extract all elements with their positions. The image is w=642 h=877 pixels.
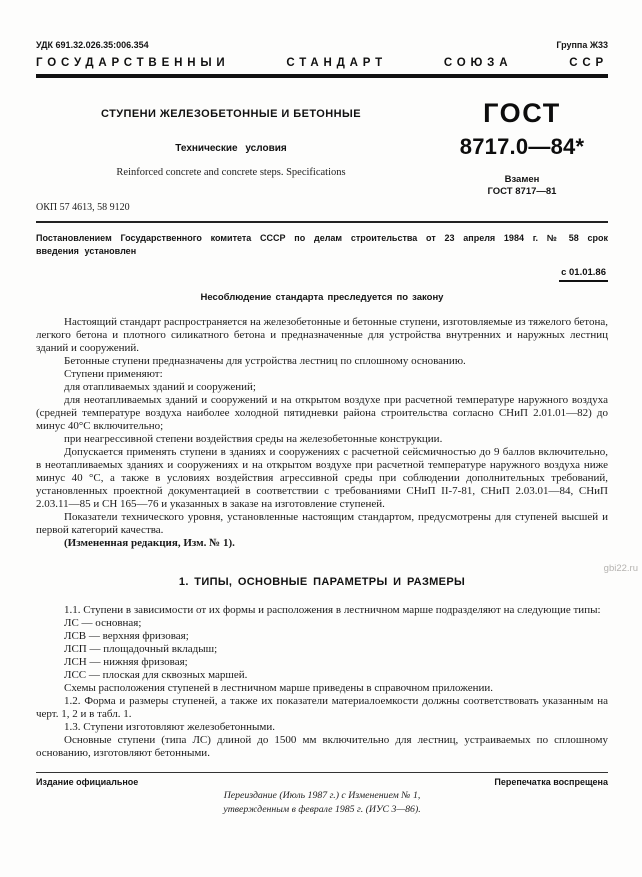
title-column [36, 100, 436, 199]
list-item: ЛСВ — верхняя фризовая; [64, 629, 189, 642]
section-1-heading: 1. ТИПЫ, ОСНОВНЫЕ ПАРАМЕТРЫ И РАЗМЕРЫ [178, 575, 466, 588]
paragraph: 1.1. Ступени в зависимости от их формы и расположения в лестничном марше подразделяют на следующие типы: [64, 603, 601, 616]
paragraph: Основные ступени (типа ЛС) длиной до 1500 мм включительно для лестниц, устраиваемых по сплошному основанию, изготовляют бетонными. [36, 733, 608, 759]
replaces-number: ГОСТ 8717—81 [487, 186, 557, 198]
document-title-ru: СТУПЕНИ ЖЕЛЕЗОБЕТОННЫЕ И БЕТОННЫЕ [100, 108, 362, 120]
decree-text: Постановлением Государственного комитета СССР по делам строительства от 23 апреля 1984 г. № 58 срок введения установлен [36, 232, 608, 256]
paragraph: Показатели технического уровня, установленные настоящим стандартом, предусмотрены для ступеней высшей и первой категорий качества. [36, 510, 608, 536]
paragraph: Настоящий стандарт распространяется на железобетонные и бетонные ступени, изготовляемые из тяжелого бетона, легкого бетона и плотного силикатного бетона и предназначенные для устройства внутренних и наружных лестниц зданий и сооружений. [36, 315, 608, 354]
site-watermark: gbi22.ru [603, 563, 638, 574]
masthead-title: ГОСУДАРСТВЕННЫЙ СТАНДАРТ СОЮЗА ССР [36, 57, 608, 69]
list-item: при неагрессивной степени воздействия среды на железобетонные конструкции. [64, 432, 443, 445]
designation-column [436, 100, 608, 199]
section-1-body [36, 604, 608, 760]
gost-number: 8717.0—84* [459, 134, 585, 159]
replaces-note [436, 174, 608, 199]
group-code: Группа Ж33 [556, 40, 608, 50]
official-edition-label: Издание официальное [36, 776, 139, 787]
preamble-section [36, 316, 608, 550]
title-block [36, 100, 608, 199]
list-item: для неотапливаемых зданий и сооружений и на открытом воздухе при расчетной температуре наружного воздуха (средней температуре воздуха наиболее холодной пятидневки района строительства согласно СНиП 2.01.01—82) до минус 40°С включительно; [36, 393, 608, 432]
reprint-prohibited-label: Перепечатка воспрещена [494, 776, 608, 787]
paragraph: Ступени применяют: [64, 367, 163, 380]
paragraph: Бетонные ступени предназначены для устройства лестниц по сплошному основанию. [64, 354, 466, 367]
document-subtitle-ru: Технические условия [175, 143, 287, 154]
decree-rule [36, 221, 608, 223]
paragraph: 1.3. Ступени изготовляют железобетонными. [64, 720, 275, 733]
list-item: ЛСП — площадочный вкладыш; [64, 642, 218, 655]
list-item: ЛСС — плоская для сквозных маршей. [64, 668, 248, 681]
classification-row [36, 40, 608, 50]
paragraph: Схемы расположения ступеней в лестничном марше приведены в справочном приложении. [64, 681, 493, 694]
footer-rule [36, 772, 608, 773]
amendment-note: (Измененная редакция, Изм. № 1). [64, 536, 235, 549]
footer-labels [36, 777, 608, 787]
okp-code: ОКП 57 4613, 58 9120 [36, 201, 130, 213]
page-footer [0, 772, 642, 817]
document-title-en: Reinforced concrete and concrete steps. Specifications [116, 167, 346, 178]
list-item: ЛСН — нижняя фризовая; [64, 655, 188, 668]
list-item: для отапливаемых зданий и сооружений; [64, 380, 256, 393]
paragraph: Допускается применять ступени в зданиях и сооружениях с расчетной сейсмичностью до 9 баллов включительно, в неотапливаемых зданиях и сооружениях и на открытом воздухе при расчетной температуре наружного воздуха ниже минус 40 °С, а также в условиях воздействия агрессивной среды при соблюдении дополнительных требований, установленных проектной документацией в соответствии с требованиями СНиП II-7-81, СНиП 2.03.01—84, СНиП 2.03.11—85 и СН 165—76 и указанных в заказе на изготовление ступеней. [36, 445, 608, 510]
gost-label: ГОСТ [483, 98, 561, 128]
paragraph: 1.2. Форма и размеры ступеней, а также их показатели материалоемкости должны соответствовать указанным на черт. 1, 2 и в табл. 1. [36, 694, 608, 720]
reissue-note-line2: утвержденным в феврале 1985 г. (ИУС 3—86). [223, 803, 421, 815]
udk-code: УДК 691.32.026.35:006.354 [36, 40, 149, 50]
effective-date: с 01.01.86 [559, 267, 608, 282]
replaces-label: Взамен [504, 174, 540, 185]
reissue-note [36, 789, 608, 817]
list-item: ЛС — основная; [64, 616, 142, 629]
masthead-rule [36, 74, 608, 78]
law-notice: Несоблюдение стандарта преследуется по закону [200, 291, 444, 303]
reissue-note-line1: Переиздание (Июль 1987 г.) с Изменением № 1, [223, 789, 421, 801]
effective-date-row [36, 262, 608, 282]
